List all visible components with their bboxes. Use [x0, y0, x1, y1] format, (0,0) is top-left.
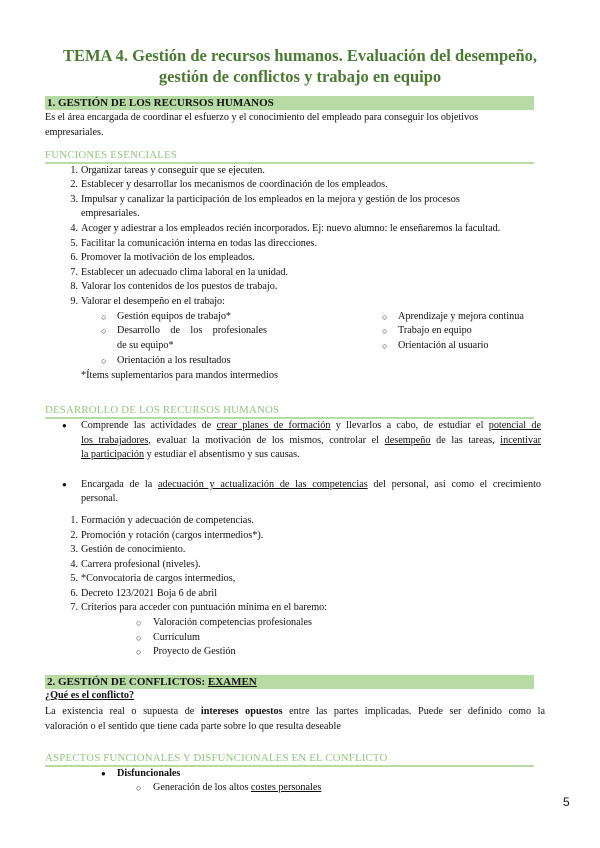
page-title — [40, 45, 560, 87]
bullet-icon: ● — [62, 480, 67, 489]
sub-item: Currículum — [153, 632, 200, 643]
list-item: Valorar los contenidos de los puestos de trabajo. — [81, 281, 278, 292]
sub-item: Valoración competencias profesionales — [153, 617, 312, 628]
list-number: 7. — [70, 267, 78, 278]
list-item: Acoger y adiestrar a los empleados recién incorporados. Ej: nuevo alumno: le enseñaremos la facultad. — [81, 223, 501, 234]
list-item: Impulsar y canalizar la participación de los empleados en la mejora y gestión de los procesos — [81, 194, 460, 205]
subheading-desarrollo: DESARROLLO DE LOS RECURSOS HUMANOS — [45, 403, 534, 419]
list-number: 5. — [70, 573, 78, 584]
bullet-line: la participación y estudiar el absentismo y sus causas. — [81, 449, 300, 460]
list-item: *Convocatoria de cargos intermedios, — [81, 573, 236, 584]
circle-bullet-icon: ○ — [136, 647, 142, 657]
list-item: Decreto 123/2021 Boja 6 de abril — [81, 588, 218, 599]
title-line-2: gestión de conflictos y trabajo en equipo — [158, 67, 442, 86]
footnote: *Ítems suplementarios para mandos intermedios — [81, 370, 278, 381]
list-number: 4. — [70, 223, 78, 234]
sub-item: Generación de los altos costes personales — [153, 782, 322, 793]
circle-bullet-icon: ○ — [136, 633, 142, 643]
list-item: Valorar el desempeño en el trabajo: — [81, 296, 225, 307]
list-number: 4. — [70, 559, 78, 570]
list-item: Criterios para acceder con puntuación mínima en el baremo: — [81, 602, 328, 613]
list-number: 7. — [70, 602, 78, 613]
bullet-icon: ● — [101, 769, 106, 778]
circle-bullet-icon: ○ — [101, 326, 107, 336]
list-number: 2. — [70, 530, 78, 541]
list-item: Formación y adecuación de competencias. — [81, 515, 254, 526]
list-number: 1. — [70, 165, 78, 176]
list-number: 6. — [70, 588, 78, 599]
list-item: Gestión de conocimiento. — [81, 544, 186, 555]
section-heading-1: 1. GESTIÓN DE LOS RECURSOS HUMANOS — [45, 96, 534, 110]
circle-bullet-icon: ○ — [382, 312, 388, 322]
list-item-continued: empresariales. — [81, 208, 140, 219]
list-item: Promover la motivación de los empleados. — [81, 252, 255, 263]
intro-line-2: empresariales. — [45, 126, 104, 138]
sub-item: Proyecto de Gestión — [153, 646, 236, 657]
list-number: 8. — [70, 281, 78, 292]
list-item: Carrera profesional (niveles). — [81, 559, 201, 570]
sub-item: Trabajo en equipo — [398, 325, 472, 336]
list-number: 3. — [70, 544, 78, 555]
conflict-definition-line: La existencia real o supuesta de intereses opuestos entre las partes implicadas. Puede ser definido como la — [45, 706, 545, 717]
conflict-definition-line: valoración o el sentido que tiene cada parte sobre lo que resulta deseable — [45, 721, 341, 732]
question-heading: ¿Qué es el conflicto? — [45, 690, 135, 701]
circle-bullet-icon: ○ — [136, 618, 142, 628]
list-number: 1. — [70, 515, 78, 526]
sub-item: Desarrollo de los profesionales — [117, 325, 267, 336]
sub-item: Orientación a los resultados — [117, 355, 231, 366]
section-1-intro — [45, 111, 545, 140]
intro-line-1: Es el área encargada de coordinar el esfuerzo y el conocimiento del empleado para conseguir los objetivos — [45, 112, 479, 123]
subheading-aspectos: ASPECTOS FUNCIONALES Y DISFUNCIONALES EN EL CONFLICTO — [45, 751, 534, 767]
list-item: Promoción y rotación (cargos intermedios*). — [81, 530, 264, 541]
sub-item-continued: de su equipo* — [117, 340, 174, 351]
circle-bullet-icon: ○ — [382, 341, 388, 351]
circle-bullet-icon: ○ — [101, 312, 107, 322]
list-number: 5. — [70, 238, 78, 249]
bullet-line: los trabajadores, evaluar la motivación de los mismos, controlar el desempeño de las tareas, incentivar — [81, 435, 541, 446]
list-item: Establecer un adecuado clima laboral en la unidad. — [81, 267, 289, 278]
list-number: 6. — [70, 252, 78, 263]
list-item: Establecer y desarrollar los mecanismos de coordinación de los empleados. — [81, 179, 388, 190]
title-line-1: TEMA 4. Gestión de recursos humanos. Evaluación del desempeño, — [62, 46, 538, 65]
subheading-funciones: FUNCIONES ESENCIALES — [45, 148, 534, 164]
sub-item: Aprendizaje y mejora continua — [398, 311, 524, 322]
page-number: 5 — [563, 795, 570, 809]
list-number: 3. — [70, 194, 78, 205]
bullet-item: Disfuncionales — [117, 768, 181, 779]
section-heading-2: 2. GESTIÓN DE CONFLICTOS: EXAMEN — [45, 675, 534, 689]
bullet-line: Encargada de la adecuación y actualización de las competencias del personal, así como el crecimiento — [81, 479, 541, 490]
circle-bullet-icon: ○ — [101, 356, 107, 366]
bullet-line: Comprende las actividades de crear planes de formación y llevarlos a cabo, de estudiar el potencial de — [81, 420, 542, 431]
circle-bullet-icon: ○ — [382, 326, 388, 336]
sub-item: Orientación al usuario — [398, 340, 489, 351]
sub-item: Gestión equipos de trabajo* — [117, 311, 232, 322]
list-item: Organizar tareas y conseguir que se ejecuten. — [81, 165, 265, 176]
circle-bullet-icon: ○ — [136, 783, 142, 793]
bullet-line: personal. — [81, 493, 119, 504]
list-item: Facilitar la comunicación interna en todas las direcciones. — [81, 238, 317, 249]
bullet-icon: ● — [62, 421, 67, 430]
list-number: 2. — [70, 179, 78, 190]
list-number: 9. — [70, 296, 78, 307]
